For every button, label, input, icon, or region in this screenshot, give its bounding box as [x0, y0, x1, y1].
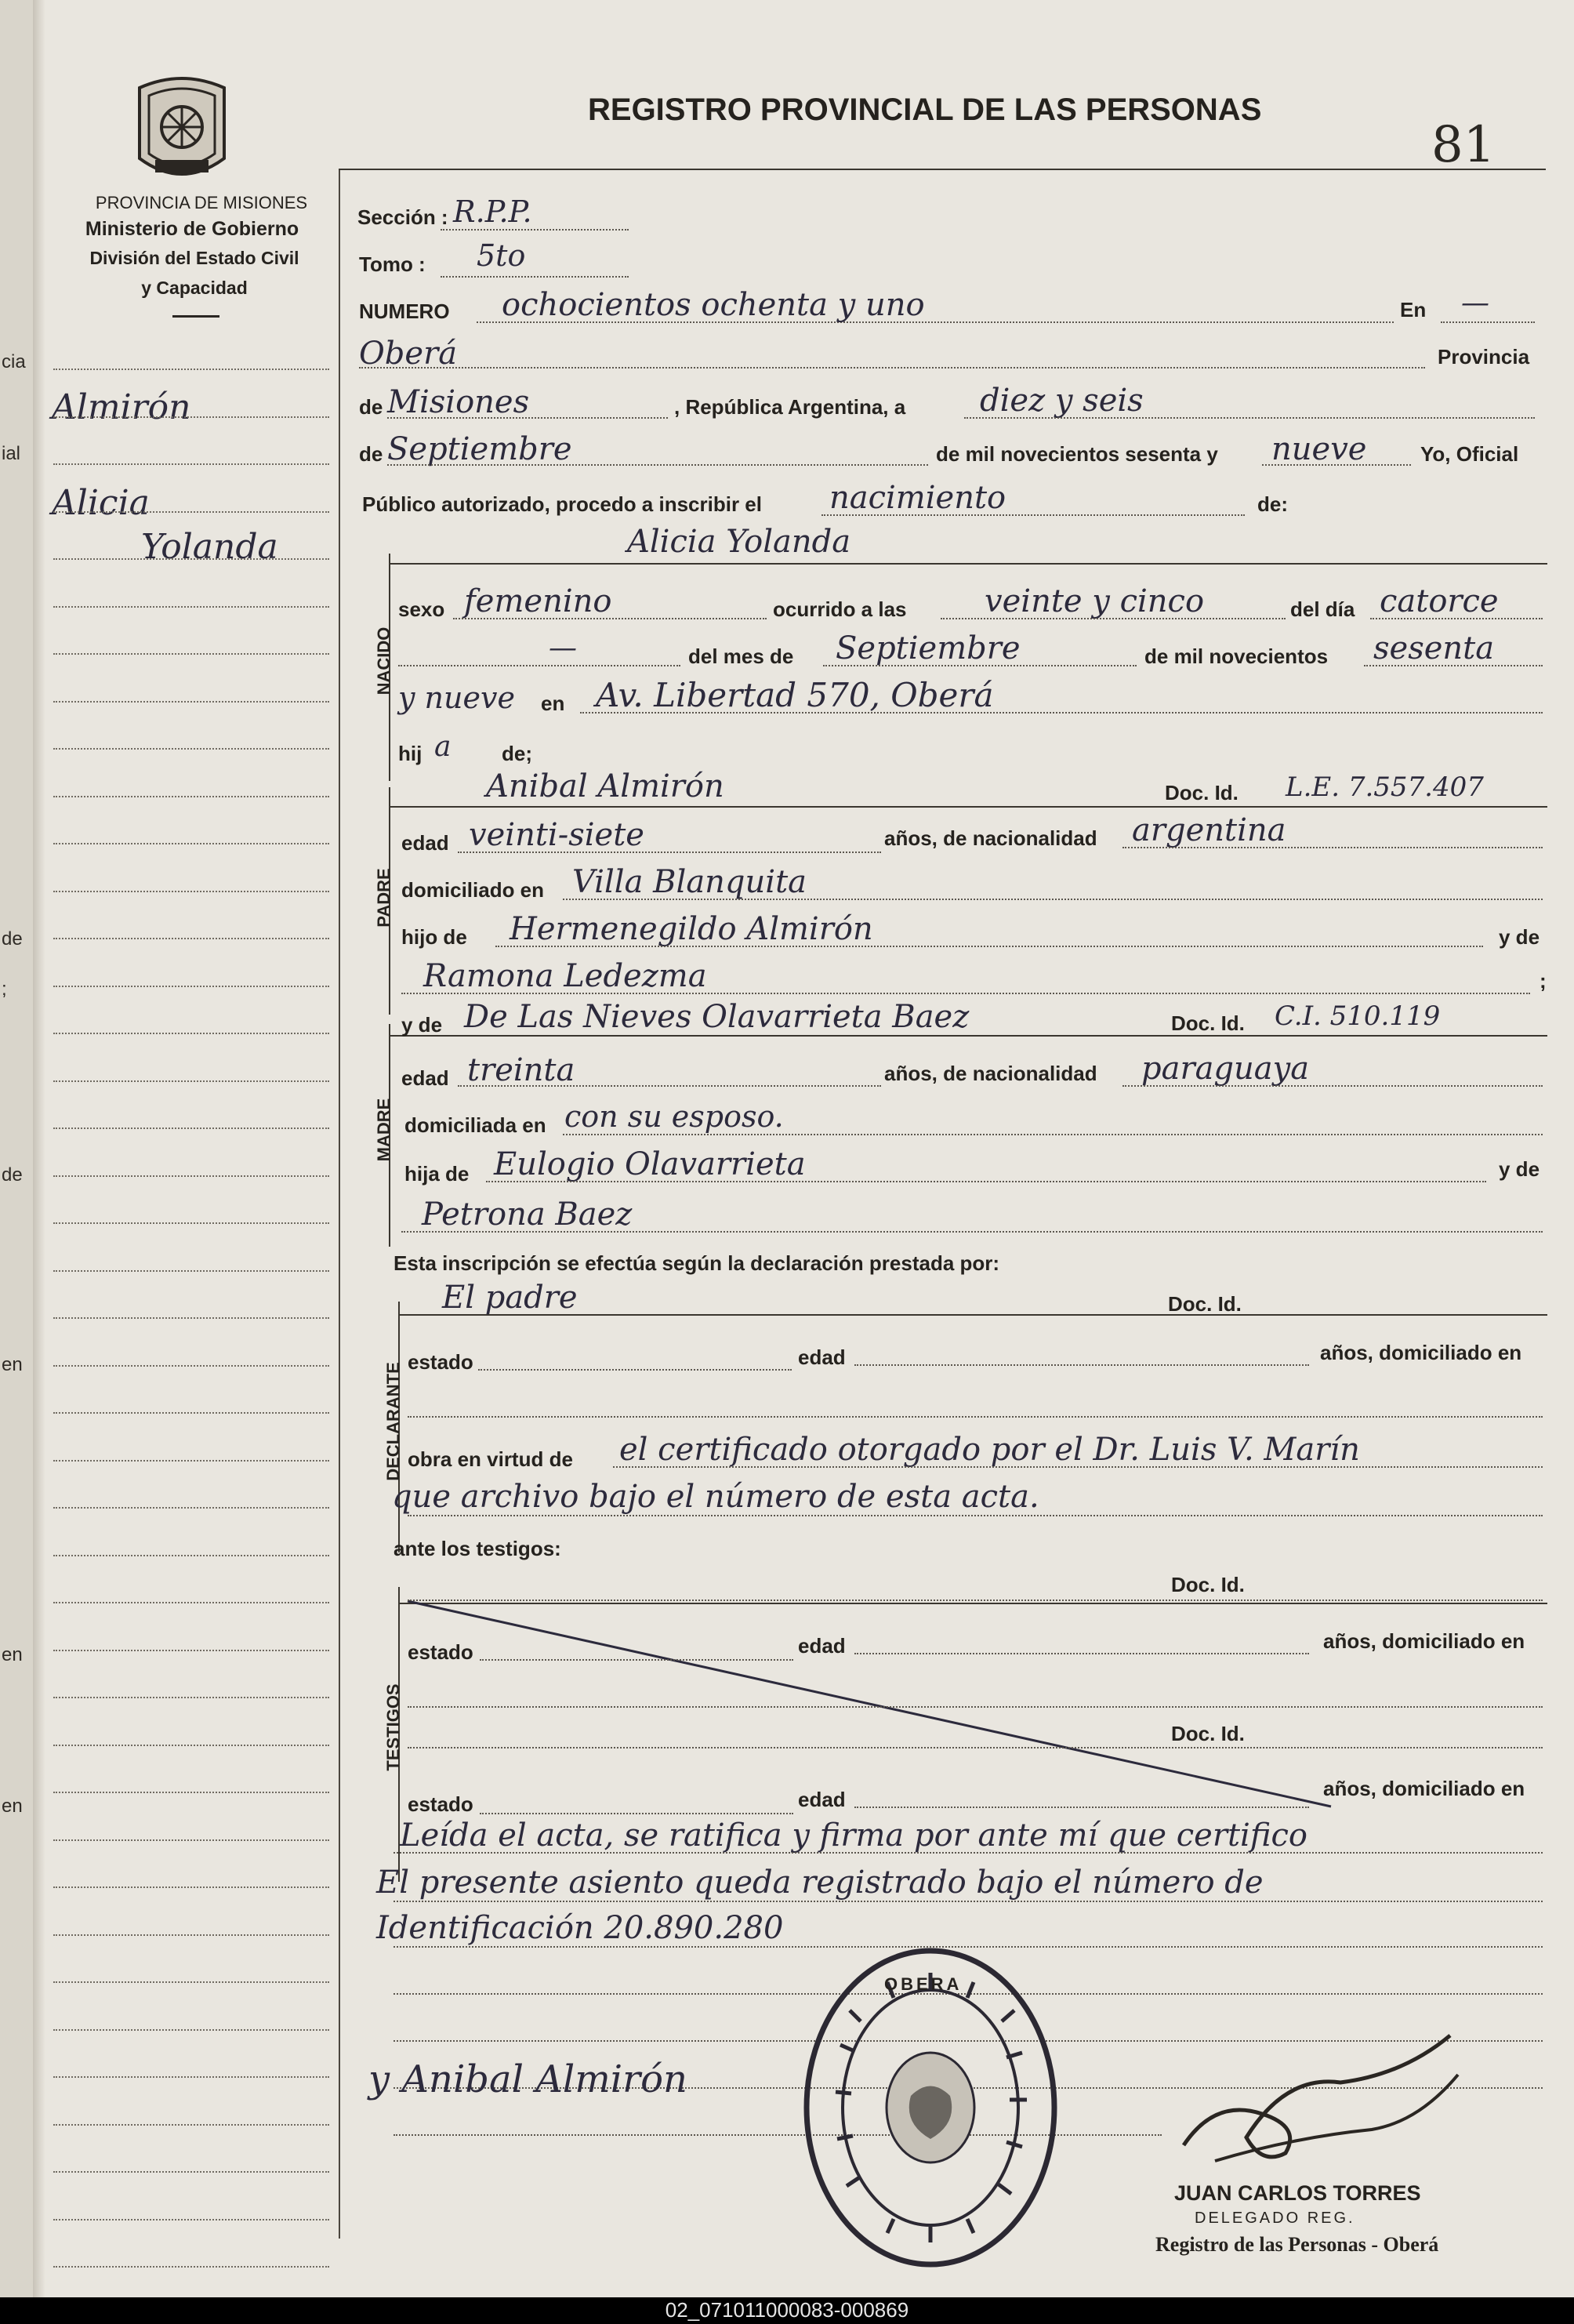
father-madre-line — [401, 993, 1530, 994]
father-yde-label: y de — [1499, 925, 1540, 949]
sidebar-ruled-line — [53, 1033, 329, 1034]
sidebar-ruled-line — [53, 1602, 329, 1603]
obra-line-1 — [613, 1466, 1543, 1468]
obra-text-1: el certificado otorgado por el Dr. Luis V. Marín — [619, 1432, 1360, 1468]
witness2-edad-line — [854, 1807, 1309, 1808]
birth-place: Av. Libertad 570, Oberá — [596, 676, 994, 714]
strip-word: en — [2, 1644, 23, 1665]
sidebar-ruled-line — [53, 1792, 329, 1793]
sidebar-ruled-line — [53, 1934, 329, 1936]
birth-place-line — [580, 712, 1543, 714]
year-value: nueve — [1271, 431, 1367, 467]
sidebar-ruled-line — [53, 843, 329, 844]
numero-label: NUMERO — [359, 300, 450, 323]
de-label: de — [359, 395, 383, 419]
sidebar-ruled-line — [53, 938, 329, 939]
sexo-line — [453, 618, 767, 619]
sidebar-ruled-line — [53, 558, 329, 560]
sidebar-ruled-line — [53, 2171, 329, 2173]
mes-line — [823, 665, 1137, 666]
witness1-estado-line — [480, 1659, 793, 1661]
sidebar-ruled-line — [53, 1839, 329, 1841]
sidebar-ruled-line — [53, 1745, 329, 1746]
tomo-label: Tomo : — [359, 252, 426, 276]
witness1-anios-label: años, domiciliado en — [1323, 1629, 1525, 1653]
province-line — [387, 417, 668, 419]
folio-number: 81 — [1431, 116, 1496, 174]
ministry-heading: Ministerio de Gobierno — [85, 218, 299, 240]
provincial-seal-icon — [132, 72, 232, 182]
province-value: Misiones — [387, 384, 530, 420]
sidebar-ruled-line — [53, 1886, 329, 1888]
en-place-label: en — [541, 692, 565, 715]
year-label: de mil novecientos sesenta y — [936, 442, 1218, 466]
witness2-estado-label: estado — [408, 1792, 473, 1816]
declarant-edad-label: edad — [798, 1345, 846, 1369]
sidebar-ruled-line — [53, 1080, 329, 1082]
sidebar-ruled-line — [53, 748, 329, 750]
witness1-blank-line — [408, 1706, 1543, 1708]
mother-nationality: paraguaya — [1141, 1051, 1310, 1087]
tomo-line — [441, 276, 629, 278]
mother-edad: treinta — [467, 1052, 575, 1088]
nacido-top-rule — [389, 563, 1547, 565]
declarant-estado-label: estado — [408, 1350, 473, 1374]
officer-label: Yo, Oficial — [1420, 442, 1519, 466]
witness2-name-line — [408, 1747, 1543, 1748]
father-domicile: Villa Blanquita — [572, 864, 807, 900]
place-line — [359, 367, 1425, 369]
seccion-line — [441, 229, 629, 231]
sidebar-given-name-1: Alicia — [52, 483, 150, 523]
witness1-name-line — [408, 1600, 1543, 1601]
strip-word: ial — [2, 443, 21, 464]
witness1-edad-line — [854, 1653, 1309, 1654]
month-line — [387, 464, 928, 466]
officer-name: JUAN CARLOS TORRES — [1174, 2181, 1421, 2205]
sidebar-given-name-2: Yolanda — [141, 527, 278, 567]
sidebar-ruled-line — [53, 416, 329, 418]
witness1-doc-label: Doc. Id. — [1171, 1573, 1245, 1596]
en-value: — — [1461, 287, 1489, 319]
closing-line-2: El presente asiento queda registrado bajo el número de — [376, 1865, 1264, 1901]
sidebar-ruled-line — [53, 2076, 329, 2078]
ocurrido-label: ocurrido a las — [773, 597, 907, 621]
mother-doc-label: Doc. Id. — [1171, 1011, 1245, 1035]
witness2-anios-label: años, domiciliado en — [1323, 1777, 1525, 1800]
mother-doc: C.I. 510.119 — [1275, 1000, 1441, 1032]
mother-hija-line — [486, 1181, 1486, 1182]
sidebar-ruled-line — [53, 891, 329, 892]
sexo-label: sexo — [398, 597, 445, 621]
father-dom-line — [563, 899, 1543, 900]
father-hijo-label: hijo de — [401, 925, 467, 949]
padre-side-label: PADRE — [374, 868, 394, 928]
declarant-blank-line — [408, 1416, 1543, 1418]
father-name: Anibal Almirón — [486, 768, 724, 804]
father-dom-label: domiciliado en — [401, 878, 545, 902]
sidebar-ruled-line — [53, 1175, 329, 1177]
obra-text-2: que archivo bajo el número de esta acta. — [392, 1479, 1039, 1515]
declarant-signature: y Anibal Almirón — [368, 2057, 687, 2101]
declarant-name: El padre — [442, 1280, 578, 1316]
mother-yde-label: y de — [401, 1013, 443, 1037]
mes-value: Septiembre — [836, 630, 1021, 666]
day-line — [964, 417, 1535, 419]
sidebar-divider — [339, 169, 340, 2239]
witness2-estado-line — [480, 1813, 793, 1814]
father-edad: veinti-siete — [469, 817, 644, 853]
sidebar-ruled-line — [53, 1460, 329, 1462]
dia-value: catorce — [1380, 583, 1499, 619]
madre-top-rule — [389, 1035, 1547, 1037]
month-value: Septiembre — [387, 431, 572, 467]
mother-yde-label-2: y de — [1499, 1157, 1540, 1181]
sidebar-ruled-line — [53, 511, 329, 513]
seccion-value: R.P.P. — [453, 194, 532, 229]
numero-value: ochocientos ochenta y uno — [502, 287, 925, 323]
header-rule — [339, 169, 1546, 170]
mother-edad-label: edad — [401, 1066, 449, 1090]
register-title: REGISTRO PROVINCIAL DE LAS PERSONAS — [588, 93, 1262, 127]
seccion-label: Sección : — [357, 205, 448, 229]
mother-hija-label: hija de — [404, 1162, 470, 1186]
day-value: diez y seis — [980, 383, 1144, 419]
mother-edad-line — [458, 1085, 881, 1087]
paternal-grandmother: Ramona Ledezma — [423, 958, 707, 994]
provincia-label: Provincia — [1438, 345, 1530, 369]
sidebar-ruled-line — [53, 369, 329, 370]
closing-rule-1 — [394, 1852, 1543, 1854]
heading-rule — [172, 315, 219, 318]
en-line — [1441, 321, 1535, 323]
anio2-value: y nueve — [398, 681, 515, 715]
mother-madre-line — [401, 1231, 1543, 1233]
declarant-doc-label: Doc. Id. — [1168, 1292, 1242, 1316]
sidebar-ruled-line — [53, 1222, 329, 1224]
republic-label: , República Argentina, a — [674, 395, 906, 419]
anio-line — [1364, 665, 1543, 666]
dash-line — [398, 665, 680, 666]
officer-signature-icon — [1168, 2028, 1482, 2169]
sidebar-ruled-line — [53, 2124, 329, 2126]
paternal-grandfather: Hermenegildo Almirón — [510, 911, 873, 947]
witness2-edad-label: edad — [798, 1788, 846, 1811]
maternal-grandmother: Petrona Baez — [422, 1196, 633, 1233]
sidebar-ruled-line — [53, 2029, 329, 2031]
sidebar-ruled-line — [53, 653, 329, 655]
sidebar-surname: Almirón — [52, 387, 191, 427]
ante-testigos-label: ante los testigos: — [394, 1537, 561, 1560]
dia-line — [1370, 618, 1543, 619]
sidebar-ruled-line — [53, 2266, 329, 2268]
anio-label: de mil novecientos — [1144, 645, 1329, 668]
act-value: nacimiento — [829, 480, 1006, 516]
child-name: Alicia Yolanda — [627, 524, 851, 560]
officer-title: DELEGADO REG. — [1195, 2210, 1355, 2227]
stamp-center-text: OBERA — [884, 1974, 963, 1994]
father-edad-label: edad — [401, 831, 449, 855]
dia-label: del día — [1290, 597, 1355, 621]
sidebar-ruled-line — [53, 1128, 329, 1129]
sidebar-ruled-line — [53, 986, 329, 987]
act-label: Público autorizado, procedo a inscribir el — [362, 492, 762, 516]
mother-dom-line — [563, 1134, 1543, 1135]
hij-de-label: de; — [502, 742, 532, 765]
hora-value: veinte y cinco — [985, 583, 1205, 619]
sidebar-ruled-line — [53, 1270, 329, 1272]
tomo-value: 5to — [477, 238, 526, 273]
declarant-estado-line — [478, 1369, 792, 1371]
mother-dom-label: domiciliada en — [404, 1113, 546, 1137]
father-nac-line — [1122, 847, 1543, 848]
witness1-edad-label: edad — [798, 1634, 846, 1658]
strip-word: de — [2, 1164, 23, 1186]
obra-label: obra en virtud de — [408, 1447, 573, 1471]
en-label: En — [1400, 298, 1427, 321]
strip-word: en — [2, 1354, 23, 1375]
sidebar-ruled-line — [53, 1650, 329, 1651]
witness1-estado-label: estado — [408, 1640, 473, 1664]
hij-label: hij — [398, 742, 423, 765]
previous-page-strip — [0, 0, 34, 2297]
father-semicolon: ; — [1540, 969, 1547, 993]
act-line — [821, 514, 1245, 516]
year-line — [1262, 464, 1411, 466]
father-doc: L.E. 7.557.407 — [1286, 772, 1484, 803]
testigos-side-label: TESTIGOS — [383, 1683, 403, 1771]
father-doc-label: Doc. Id. — [1165, 781, 1239, 804]
image-code: 02_071011000083-000869 — [665, 2298, 909, 2322]
testigos-strike-line — [398, 1592, 1417, 1819]
declarant-edad-line — [854, 1364, 1309, 1366]
sidebar-ruled-line — [53, 1555, 329, 1556]
sidebar-ruled-line — [53, 1412, 329, 1414]
sidebar-ruled-line — [53, 1317, 329, 1319]
father-edad-line — [458, 852, 881, 853]
sidebar-ruled-line — [53, 1365, 329, 1367]
sidebar-ruled-line — [53, 1507, 329, 1509]
mother-name: De Las Nieves Olavarrieta Baez — [464, 999, 970, 1035]
nacido-side-label: NACIDO — [374, 626, 394, 695]
strip-word: cia — [2, 351, 26, 372]
maternal-grandfather: Eulogio Olavarrieta — [494, 1146, 806, 1182]
strip-word: de — [2, 928, 23, 950]
strip-word: ; — [2, 979, 7, 1000]
closing-line-3: Identificación 20.890.280 — [376, 1910, 784, 1946]
officer-office: Registro de las Personas - Oberá — [1155, 2233, 1439, 2256]
capacity-heading: y Capacidad — [141, 278, 248, 298]
sidebar-margin — [47, 0, 337, 2297]
father-nac-label: años, de nacionalidad — [884, 826, 1097, 850]
anio-value: sesenta — [1373, 630, 1495, 666]
sidebar-ruled-line — [53, 2219, 329, 2221]
mother-nac-label: años, de nacionalidad — [884, 1062, 1097, 1085]
mother-nac-line — [1122, 1085, 1543, 1087]
page-fold — [33, 0, 45, 2297]
province-heading: PROVINCIA DE MISIONES — [95, 193, 308, 212]
mother-domicile: con su esposo. — [564, 1099, 784, 1134]
sidebar-ruled-line — [53, 463, 329, 465]
place-value: Oberá — [359, 336, 458, 372]
witness2-doc-label: Doc. Id. — [1171, 1722, 1245, 1745]
declaration-intro: Esta inscripción se efectúa según la declaración prestada por: — [394, 1251, 1000, 1275]
father-nationality: argentina — [1132, 812, 1286, 848]
de2-label: de — [359, 442, 383, 466]
act-de-label: de: — [1257, 492, 1288, 516]
sidebar-ruled-line — [53, 701, 329, 703]
padre-top-rule — [389, 806, 1547, 808]
closing-rule-2 — [394, 1901, 1543, 1902]
sidebar-ruled-line — [53, 1981, 329, 1983]
closing-line-1: Leída el acta, se ratifica y firma por ante mí que certifico — [400, 1817, 1307, 1854]
strip-word: en — [2, 1796, 23, 1817]
division-heading: División del Estado Civil — [89, 248, 299, 268]
sidebar-ruled-line — [53, 796, 329, 797]
dash-value: — — [549, 632, 577, 664]
declarant-anios-label: años, domiciliado en — [1320, 1341, 1522, 1364]
declarante-side-label: DECLARANTE — [383, 1362, 403, 1481]
hij-suffix: a — [434, 731, 452, 763]
obra-line-2 — [408, 1515, 1543, 1516]
sexo-value: femenino — [464, 583, 612, 619]
hora-line — [941, 618, 1286, 619]
sidebar-ruled-line — [53, 1697, 329, 1698]
father-hijo-line — [495, 946, 1483, 947]
mes-label: del mes de — [688, 645, 794, 668]
sidebar-ruled-line — [53, 606, 329, 608]
madre-side-label: MADRE — [374, 1098, 394, 1162]
